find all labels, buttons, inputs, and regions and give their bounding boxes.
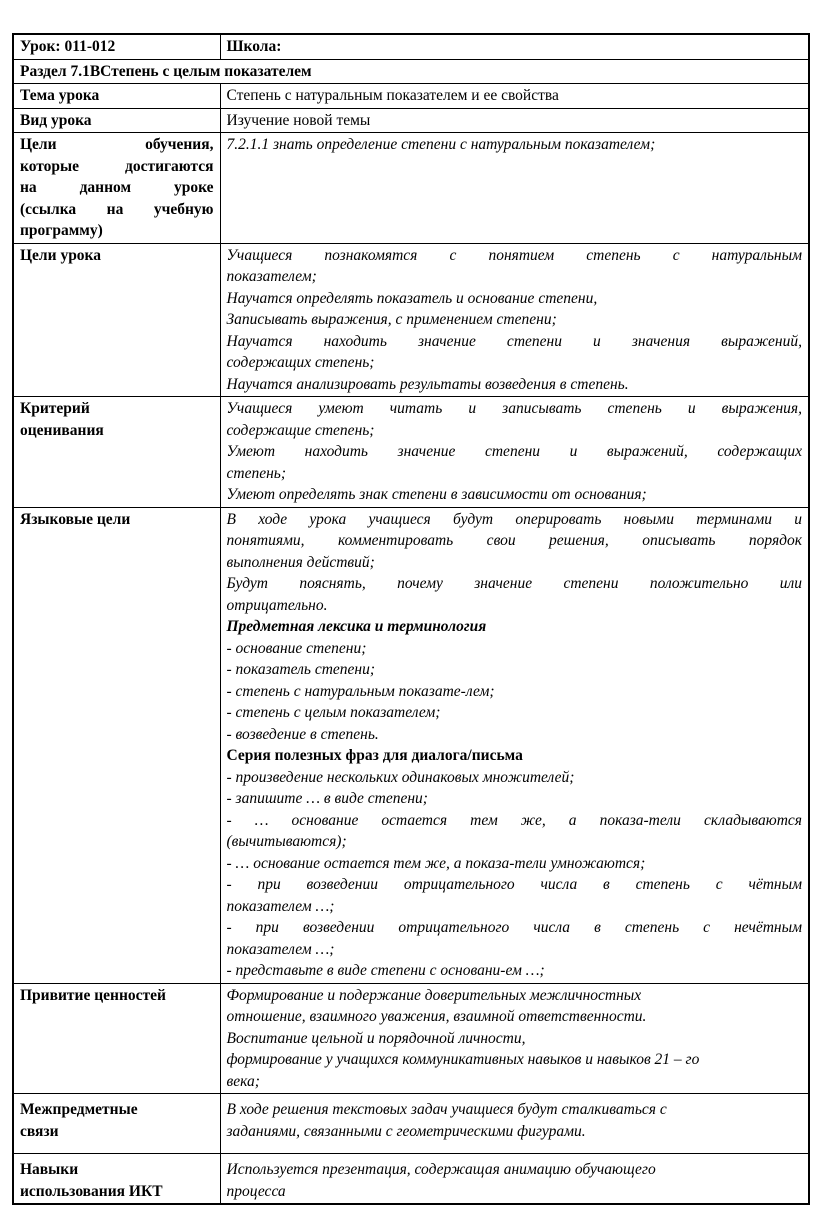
ict-value (220, 1154, 809, 1205)
interdisciplinary-line: В ходе решения текстовых задач учащиеся будут сталкиваться с (226, 1101, 667, 1118)
phrases-heading: Серия полезных фраз для диалога/письма (226, 747, 523, 764)
phrase-item: - при возведении отрицательного числа в степень с нечётным (226, 919, 802, 936)
label-line: которые достигаются (20, 157, 214, 175)
phrase-item: (вычитываются); (226, 833, 347, 850)
intro-line: Будут пояснять, почему значение степени положительно или (226, 575, 802, 592)
values-line: века; (226, 1072, 260, 1090)
topic-row (13, 84, 809, 109)
interdisciplinary-value (220, 1094, 809, 1154)
vocab-item: - возведение в степень. (226, 725, 379, 743)
label-line: Цели обучения, (20, 136, 214, 153)
label-line: Навыки (20, 1161, 79, 1178)
lesson-goals-value (220, 243, 809, 397)
learning-goals-row (13, 133, 809, 244)
phrase-item: показателем …; (226, 940, 335, 958)
criteria-line: Умеют определять знак степени в зависимости от основания; (226, 486, 647, 503)
criteria-label (13, 397, 220, 508)
lesson-goals-row (13, 243, 809, 397)
header-row (13, 34, 809, 59)
label-line: Межпредметные (20, 1101, 138, 1118)
lesson-number-cell: Урок: 011-012 (13, 34, 220, 59)
type-label: Вид урока (13, 108, 220, 133)
phrase-item: - представьте в виде степени с основани-ем …; (226, 962, 545, 979)
values-line: Воспитание цельной и порядочной личности, (226, 1029, 526, 1047)
criteria-line: степень; (226, 464, 286, 482)
phrase-item: показателем …; (226, 897, 335, 915)
label-line: Критерий (20, 400, 90, 417)
values-row (13, 983, 809, 1094)
vocab-heading: Предметная лексика и терминология (226, 618, 487, 635)
vocab-item: - основание степени; (226, 639, 367, 657)
intro-line: понятиями, комментировать свои решения, описывать порядок (226, 532, 802, 549)
section-title: Раздел 7.1ВСтепень с целым показателем (13, 59, 809, 84)
label-line: использования ИКТ (20, 1182, 163, 1200)
topic-label: Тема урока (13, 84, 220, 109)
label-line: программу) (20, 222, 103, 239)
interdisciplinary-row (13, 1094, 809, 1154)
topic-value: Степень с натуральным показателем и ее свойства (220, 84, 809, 109)
lesson-plan-page (12, 33, 808, 1205)
vocab-item: - степень с целым показателем; (226, 704, 441, 721)
learning-goals-label (13, 133, 220, 244)
criteria-line: Умеют находить значение степени и выражений, содержащих (226, 443, 802, 460)
intro-line: выполнения действий; (226, 553, 375, 571)
label-line: оценивания (20, 421, 104, 439)
ict-row (13, 1154, 809, 1205)
goal-line: показателем; (226, 268, 317, 285)
criteria-line: содержащие степень; (226, 421, 375, 439)
vocab-item: - показатель степени; (226, 661, 376, 678)
values-line: отношение, взаимного уважения, взаимной ответственности. (226, 1008, 647, 1025)
label-line: (ссылка на учебную (20, 200, 214, 218)
type-value: Изучение новой темы (220, 108, 809, 133)
criteria-row (13, 397, 809, 508)
phrase-item: - при возведении отрицательного числа в степень с чётным (226, 876, 802, 893)
goal-line: Научатся определять показатель и основание степени, (226, 289, 598, 307)
phrase-item: - произведение нескольких одинаковых множителей; (226, 768, 575, 786)
language-goals-row (13, 507, 809, 983)
language-goals-value (220, 507, 809, 983)
goal-line: Учащиеся познакомятся с понятием степень с натуральным (226, 246, 802, 264)
learning-goals-value: 7.2.1.1 знать определение степени с натуральным показателем; (220, 133, 809, 244)
values-value (220, 983, 809, 1094)
interdisciplinary-line: заданиями, связанными с геометрическими фигурами. (226, 1122, 586, 1140)
section-row (13, 59, 809, 84)
goal-line: Научатся находить значение степени и значения выражений, (226, 332, 802, 350)
goal-line: содержащих степень; (226, 354, 375, 371)
goal-line: Записывать выражения, с применением степени; (226, 311, 557, 328)
phrase-item: - … основание остается тем же, а показа-тели складываются (226, 811, 802, 829)
interdisciplinary-label (13, 1094, 220, 1154)
vocab-item: - степень с натуральным показате-лем; (226, 682, 495, 700)
lesson-plan-table (12, 33, 810, 1205)
values-line: формирование у учащихся коммуникативных навыков и навыков 21 – го (226, 1051, 700, 1068)
type-row (13, 108, 809, 133)
lesson-goals-label: Цели урока (13, 243, 220, 397)
school-cell: Школа: (220, 34, 809, 59)
ict-line: процесса (226, 1182, 286, 1200)
label-line: связи (20, 1122, 59, 1140)
criteria-line: Учащиеся умеют читать и записывать степень и выражения, (226, 400, 802, 417)
values-label: Привитие ценностей (13, 983, 220, 1094)
ict-label (13, 1154, 220, 1205)
phrase-item: - запишите … в виде степени; (226, 790, 428, 807)
language-goals-label: Языковые цели (13, 507, 220, 983)
intro-line: отрицательно. (226, 596, 328, 614)
criteria-value (220, 397, 809, 508)
intro-line: В ходе урока учащиеся будут оперировать новыми терминами и (226, 510, 802, 528)
ict-line: Используется презентация, содержащая анимацию обучающего (226, 1161, 656, 1178)
goal-line: Научатся анализировать результаты возведения в степень. (226, 375, 629, 393)
phrase-item: - … основание остается тем же, а показа-тели умножаются; (226, 854, 646, 872)
label-line: на данном уроке (20, 179, 214, 196)
values-line: Формирование и подержание доверительных межличностных (226, 986, 642, 1004)
